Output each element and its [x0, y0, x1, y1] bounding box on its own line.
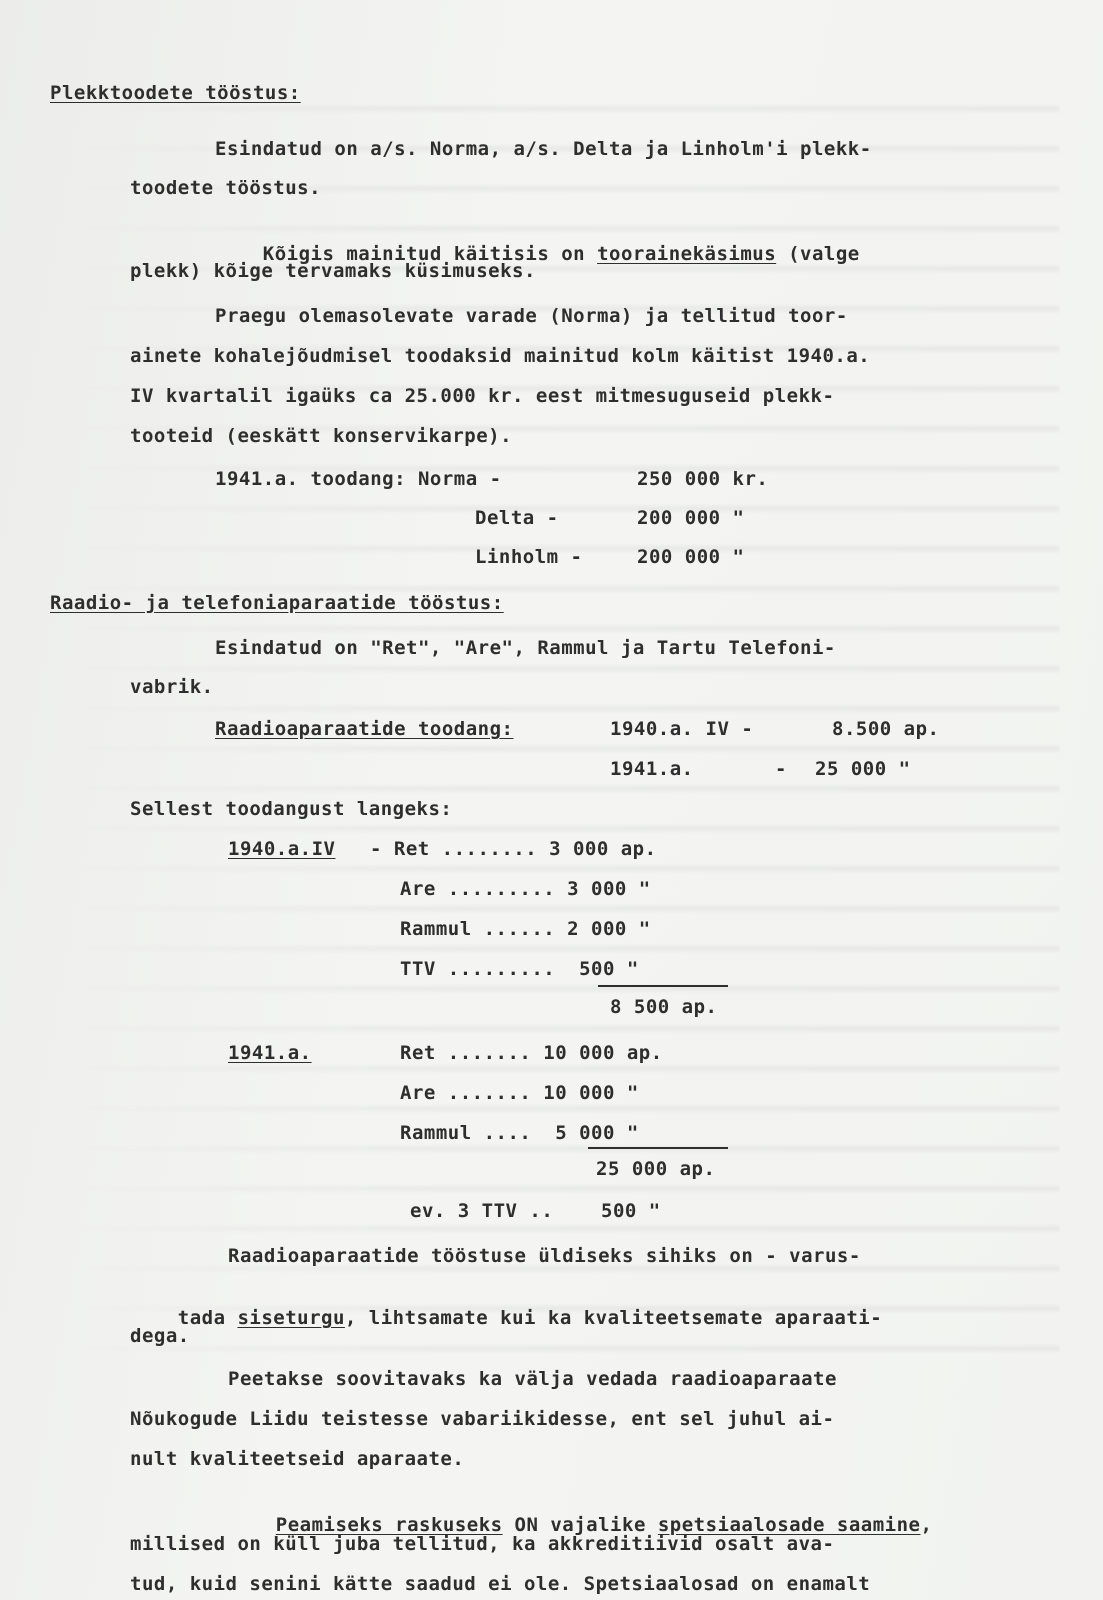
underlined-term: toorainekäsimus — [597, 243, 777, 265]
production-value: 200 000 " — [637, 546, 745, 568]
text-line: plekk) kõige tervamaks küsimuseks. — [130, 260, 536, 282]
text-span: (valge — [776, 243, 860, 265]
text-line: toodete tööstus. — [130, 177, 322, 199]
breakdown-row: TTV ......... 500 " — [400, 958, 639, 980]
period-label: 1941.a. — [228, 1042, 312, 1064]
text-line: Sellest toodangust langeks: — [130, 798, 453, 820]
sum-rule — [598, 985, 728, 987]
text-line: vabrik. — [130, 676, 214, 698]
production-value: 250 000 kr. — [637, 468, 769, 490]
breakdown-row: Rammul ...... 2 000 " — [400, 918, 651, 940]
output-value: 25 000 " — [815, 758, 911, 780]
text-line: nult kvaliteetseid aparaate. — [130, 1448, 465, 1470]
text-line: IV kvartalil igaüks ca 25.000 kr. eest mitmesuguseid plekk- — [130, 385, 835, 407]
section-heading-sheet-metal: Plekktoodete tööstus: — [50, 82, 301, 104]
text-span: tada — [177, 1307, 238, 1329]
text-line: Esindatud on a/s. Norma, a/s. Delta ja Linholm'i plekk- — [215, 138, 872, 160]
period-label: 1940.a.IV — [228, 838, 336, 860]
text-span: , — [920, 1514, 933, 1536]
text-line: tud, kuid senini kätte saadud ei ole. Spetsiaalosad on enamalt — [130, 1573, 871, 1595]
text-line: Nõukogude Liidu teistesse vabariikidesse, ent sel juhul ai- — [130, 1408, 835, 1430]
text-line: Peetakse soovitavaks ka välja vedada raadioaparaate — [228, 1368, 837, 1390]
breakdown-row: Rammul .... 5 000 " — [400, 1122, 639, 1144]
section-heading-radio: Raadio- ja telefoniaparaatide tööstus: — [50, 592, 504, 614]
output-value: 8.500 ap. — [832, 718, 940, 740]
output-dash: - — [775, 758, 787, 780]
production-label: 1941.a. toodang: Norma - — [215, 468, 502, 490]
breakdown-row: ev. 3 TTV .. 500 " — [410, 1200, 661, 1222]
breakdown-total: 25 000 ap. — [596, 1158, 716, 1180]
underlined-term: spetsiaalosade saamine — [657, 1514, 921, 1536]
text-span: , lihtsamate kui ka kvaliteetsemate aparaati- — [344, 1307, 883, 1329]
underlined-term: siseturgu — [237, 1307, 345, 1329]
underlined-term: Peamiseks raskuseks — [275, 1514, 503, 1536]
breakdown-row: - Ret ........ 3 000 ap. — [370, 838, 657, 860]
breakdown-row: Ret ....... 10 000 ap. — [400, 1042, 663, 1064]
text-line: tooteid (eeskätt konservikarpe). — [130, 425, 513, 447]
text-span: Kõigis mainitud käitisis on — [262, 243, 598, 265]
output-period: 1940.a. IV - — [610, 718, 754, 740]
subheading-radio-output: Raadioaparaatide toodang: — [215, 718, 514, 740]
text-line: millised on küll juba tellitud, ka akkreditiivid osalt ava- — [130, 1533, 835, 1555]
text-line: Esindatud on "Ret", "Are", Rammul ja Tartu Telefoni- — [215, 637, 836, 659]
text-line — [130, 1285, 882, 1351]
production-value: 200 000 " — [637, 507, 745, 529]
sum-rule — [588, 1147, 728, 1149]
breakdown-row: Are ......... 3 000 " — [400, 878, 651, 900]
text-line: ainete kohalejõudmisel toodaksid mainitud kolm käitist 1940.a. — [130, 345, 871, 367]
text-span: ON vajalike — [502, 1514, 658, 1536]
breakdown-row: Are ....... 10 000 " — [400, 1082, 639, 1104]
text-line: Praegu olemasolevate varade (Norma) ja tellitud toor- — [215, 305, 848, 327]
production-label: Linholm - — [475, 546, 583, 568]
breakdown-total: 8 500 ap. — [610, 996, 718, 1018]
text-line: dega. — [130, 1325, 190, 1347]
output-period: 1941.a. — [610, 758, 694, 780]
text-line: Raadioaparaatide tööstuse üldiseks sihiks on - varus- — [228, 1245, 861, 1267]
production-label: Delta - — [475, 507, 559, 529]
